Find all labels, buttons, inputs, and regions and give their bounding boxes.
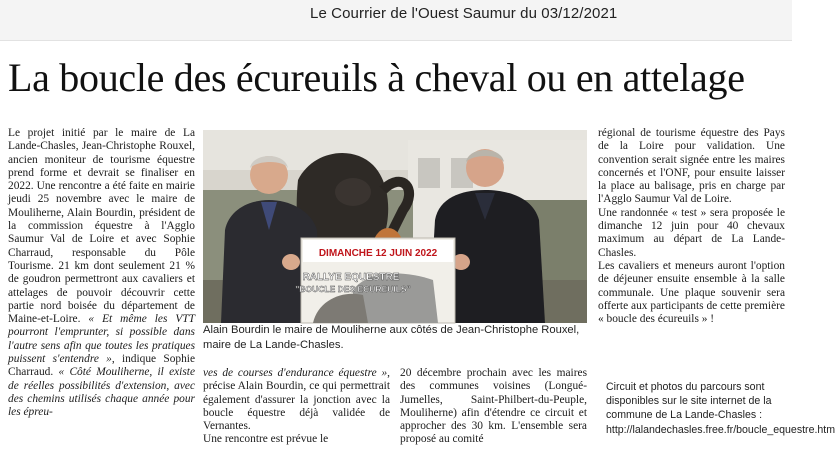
- sign-title: RALLYE EQUESTRE: [302, 272, 400, 283]
- column-2-quote: ves de courses d'endurance équestre »: [203, 367, 388, 379]
- column-3-paragraph: 20 décembre prochain avec les maires des communes voisines (Longué-Jumelles, Saint-Philbert-du-Peuple, Mouliherne) afin d'étendre ce circuit et approcher des 30 km. L'ensemble sera proposé au comité: [400, 367, 587, 446]
- article-column-4: [598, 127, 785, 326]
- column-2-paragraph-1: [203, 367, 390, 433]
- article-column-3: [400, 367, 587, 447]
- column-4-paragraph-3: Les cavaliers et meneurs auront l'option de déjeuner ensuite ensemble à la salle communale. Une plaque souvenir sera offerte aux participants de cette première « boucle des écureuils » !: [598, 259, 785, 326]
- article-column-1: [8, 127, 195, 420]
- column-1-text: Le projet initié par le maire de La Lande-Chasles, Jean-Christophe Rouxel, ancien moniteur de tourisme équestre prend forme et devrait se finaliser en 2022. Une rencontre a été faite en mairie jeudi 25 novembre avec le maire de Mouliherne, Alain Bourdin, président de la commission équestre à l'Agglo Saumur Val de Loire et avec Sophie Charraud, responsable du Pôle Tourisme. 21 km dont seulement 21 % de goudron permettront aux cavaliers et attelages de pouvoir découvrir cette partie nord boisée du département de Maine-et-Loire.: [8, 127, 195, 326]
- source-bar: [0, 0, 792, 41]
- info-box-url[interactable]: http://lalandechasles.free.fr/boucle_equestre.htm: [606, 423, 835, 436]
- sign-date: DIMANCHE 12 JUIN 2022: [318, 248, 438, 259]
- column-1-quote-1: « Et même les VTT pourront l'emprunter, si possible dans l'autre sens afin que toutes les pratiques puissent s'entendre »: [8, 313, 195, 366]
- article-photo: [203, 130, 587, 323]
- photo-illustration: [203, 130, 587, 323]
- column-1-attribution: , indique Sophie Charraud.: [8, 353, 195, 379]
- photo-caption: Alain Bourdin le maire de Mouliherne aux côtés de Jean-Christophe Rouxel, maire de La Lande-Chasles.: [203, 324, 580, 351]
- column-1-paragraph: [8, 127, 195, 420]
- column-4-paragraph-1: régional de tourisme équestre des Pays de la Loire pour validation. Une convention serait signée entre les maires concernés et l'ONF, pour ensuite laisser la place au balisage, pris en charge par l'Agglo Saumur Val de Loire.: [598, 127, 785, 206]
- source-line: Le Courrier de l'Ouest Saumur du 03/12/2021: [310, 5, 618, 22]
- column-2-paragraph-2: Une rencontre est prévue le: [203, 433, 329, 446]
- column-4-paragraph-2: Une randonnée « test » sera proposée le dimanche 12 juin pour 40 chevaux maximum au départ de La Lande-Chasles.: [598, 206, 785, 259]
- info-box-text: Circuit et photos du parcours sont disponibles sur le site internet de la commune de La Lande-Chasles :: [606, 381, 772, 422]
- column-2-text: , précise Alain Bourdin, ce qui permettrait également d'assurer la jonction avec la boucle équestre déjà validée de Vernantes.: [203, 367, 390, 433]
- headline: La boucle des écureuils à cheval ou en attelage: [8, 55, 745, 100]
- column-1-quote-2: « Côté Mouliherne, il existe de réelles possibilités d'extension, avec des chemins utilisés chaque année pour les épreu-: [8, 366, 195, 419]
- article-column-2: [203, 367, 390, 447]
- info-box: [606, 380, 835, 437]
- sign-subtitle: "BOUCLE DES ECUREUILS": [295, 284, 411, 294]
